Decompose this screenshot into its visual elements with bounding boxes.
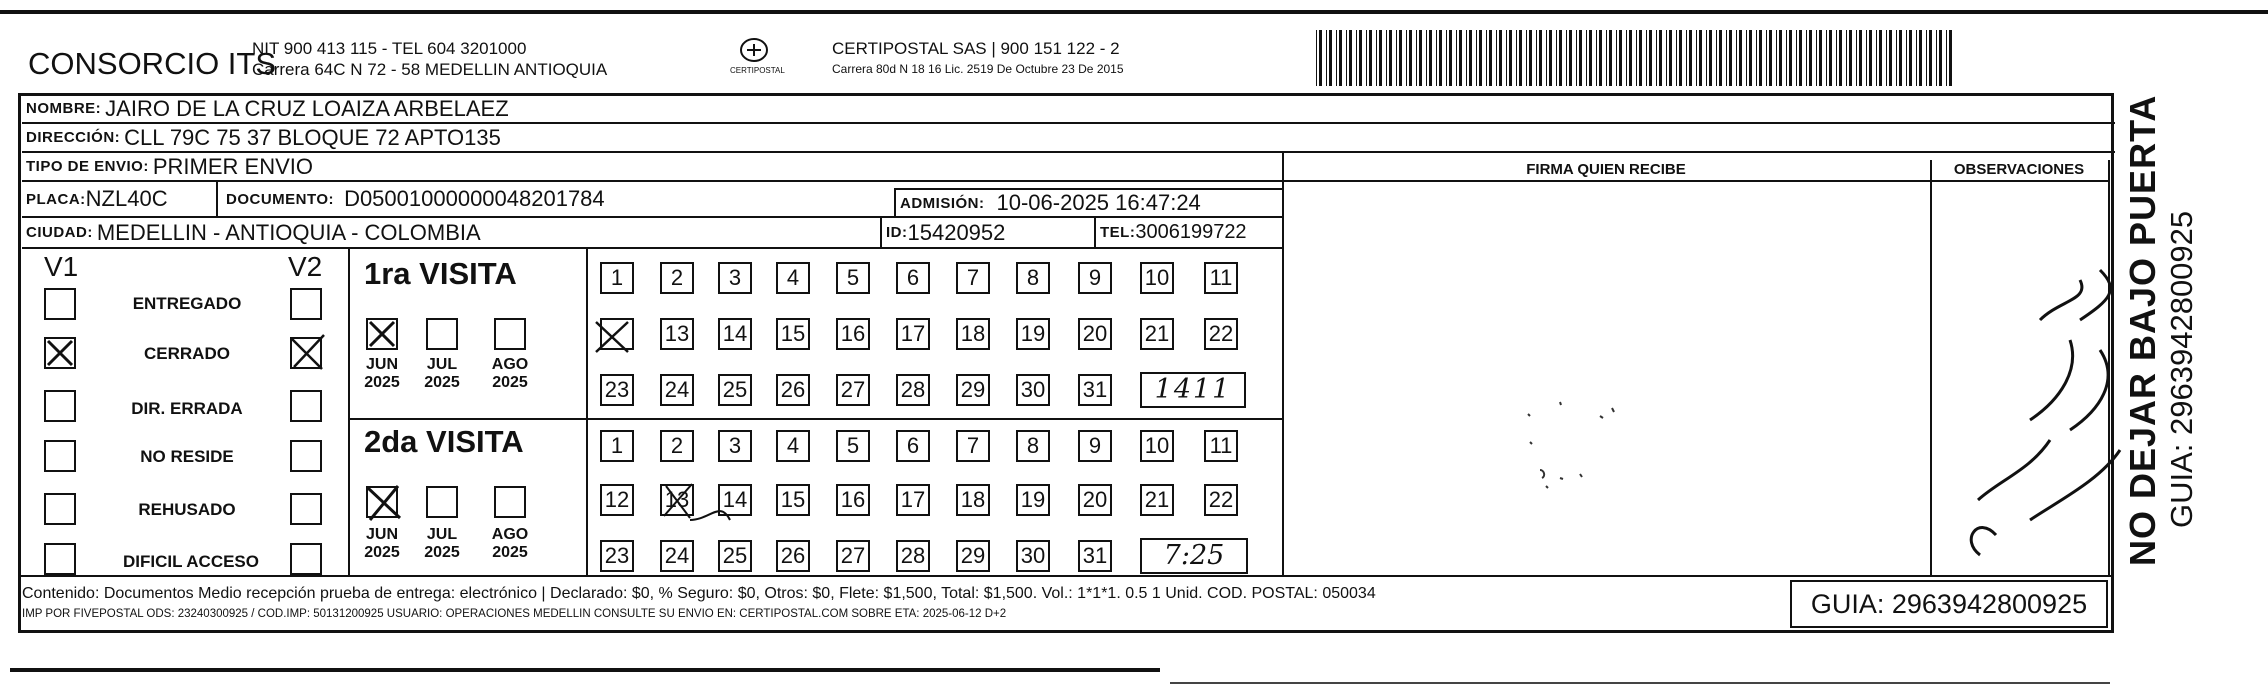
- first-r1-day-6[interactable]: 6: [896, 262, 930, 294]
- second-r1-day-2[interactable]: 2: [660, 430, 694, 462]
- second-r2-day-12[interactable]: 12: [600, 484, 634, 516]
- status-entregado: ENTREGADO: [132, 294, 242, 313]
- first-month-jun-label: JUN 2025: [364, 356, 400, 391]
- tipo-value: PRIMER ENVIO: [152, 153, 313, 179]
- status-dificil-acceso: DIFICIL ACCESO: [122, 552, 259, 571]
- first-r2-day-13[interactable]: 13: [660, 318, 694, 350]
- ciudad-value: MEDELLIN - ANTIOQUIA - COLOMBIA: [96, 219, 481, 245]
- id-value: 15420952: [907, 219, 1006, 245]
- first-month-ago-label: AGO 2025: [491, 356, 529, 391]
- tel-label: TEL:: [1100, 224, 1136, 241]
- second-r3-day-25[interactable]: 25: [718, 540, 752, 572]
- second-r2-day-14[interactable]: 14: [718, 484, 752, 516]
- company-name: CONSORCIO ITS: [28, 46, 277, 81]
- second-r2-day-21[interactable]: 21: [1140, 484, 1174, 516]
- tel-value: 3006199722: [1135, 221, 1247, 243]
- second-r1-day-7[interactable]: 7: [956, 430, 990, 462]
- first-r1-day-7[interactable]: 7: [956, 262, 990, 294]
- second-r1-day-11[interactable]: 11: [1204, 430, 1238, 462]
- direccion-label: DIRECCIÓN:: [26, 129, 121, 146]
- second-r2-day-17[interactable]: 17: [896, 484, 930, 516]
- status-dir-errada: DIR. ERRADA: [131, 399, 243, 418]
- footer-divider: [18, 575, 2114, 577]
- id-label: ID:: [886, 224, 908, 241]
- footer-imp: IMP POR FIVEPOSTAL ODS: 23240300925 / COD.IMP: 50131200925 USUARIO: OPERACIONES MEDELLIN CONSULTE SU ENVIO EN: CERTIPOSTAL.COM SOBRE ETA: 2025-06-12 D+2: [22, 608, 1007, 620]
- second-r1-day-1[interactable]: 1: [600, 430, 634, 462]
- documento-value: D05001000000048201784: [344, 186, 605, 211]
- second-r1-day-3[interactable]: 3: [718, 430, 752, 462]
- first-r1-day-10[interactable]: 10: [1140, 262, 1174, 294]
- second-month-jun-label: JUN 2025: [364, 526, 400, 561]
- first-r1-day-5[interactable]: 5: [836, 262, 870, 294]
- first-r3-day-27[interactable]: 27: [836, 374, 870, 406]
- carrier-line: CERTIPOSTAL SAS | 900 151 122 - 2: [832, 39, 1120, 58]
- footer-contenido: Contenido: Documentos Medio recepción prueba de entrega: electrónico | Declarado: $0, % Seguro: $0, Otros: $0, Flete: $1,500, Total: $1,500. Vol.: 1*1*1. 0.5 1 Unid. COD. POSTAL: 050034: [22, 585, 1376, 602]
- second-r2-day-22[interactable]: 22: [1204, 484, 1238, 516]
- first-r2-day-18[interactable]: 18: [956, 318, 990, 350]
- first-r3-day-30[interactable]: 30: [1016, 374, 1050, 406]
- first-r3-day-25[interactable]: 25: [718, 374, 752, 406]
- ciudad-label: CIUDAD:: [26, 224, 93, 241]
- first-r3-day-29[interactable]: 29: [956, 374, 990, 406]
- logo-text: CERTIPOSTAL: [730, 66, 785, 75]
- first-visit-title: 1ra VISITA: [364, 256, 517, 291]
- first-r1-day-2[interactable]: 2: [660, 262, 694, 294]
- first-r3-day-24[interactable]: 24: [660, 374, 694, 406]
- second-r2-day-16[interactable]: 16: [836, 484, 870, 516]
- second-month-jul-label: JUL 2025: [424, 526, 460, 561]
- first-r1-day-9[interactable]: 9: [1078, 262, 1112, 294]
- second-r3-day-26[interactable]: 26: [776, 540, 810, 572]
- first-month-jul-label: JUL 2025: [424, 356, 460, 391]
- second-r3-day-28[interactable]: 28: [896, 540, 930, 572]
- nombre-label: NOMBRE:: [26, 100, 102, 117]
- documento-label: DOCUMENTO:: [226, 190, 335, 208]
- second-r1-day-8[interactable]: 8: [1016, 430, 1050, 462]
- side-guia: GUIA: 2963942800925: [2164, 210, 2199, 528]
- second-r1-day-6[interactable]: 6: [896, 430, 930, 462]
- bottom-border: [10, 668, 1160, 672]
- v2-header: V2: [288, 251, 323, 282]
- second-r3-day-24[interactable]: 24: [660, 540, 694, 572]
- v1-header: V1: [44, 251, 79, 282]
- placa-label: PLACA:: [26, 190, 86, 208]
- nombre-value: JAIRO DE LA CRUZ LOAIZA ARBELAEZ: [105, 95, 509, 121]
- placa-value: NZL40C: [85, 186, 168, 211]
- first-r3-day-31[interactable]: 31: [1078, 374, 1112, 406]
- status-rehusado: REHUSADO: [138, 500, 236, 519]
- first-r1-day-1[interactable]: 1: [600, 262, 634, 294]
- second-r3-day-29[interactable]: 29: [956, 540, 990, 572]
- no-dejar-bajo-puerta: NO DEJAR BAJO PUERTA: [2122, 94, 2163, 566]
- second-r1-day-4[interactable]: 4: [776, 430, 810, 462]
- first-r2-day-19[interactable]: 19: [1016, 318, 1050, 350]
- first-r2-day-15[interactable]: 15: [776, 318, 810, 350]
- second-r3-day-31[interactable]: 31: [1078, 540, 1112, 572]
- observaciones-header: OBSERVACIONES: [1930, 160, 2110, 182]
- first-r2-day-20[interactable]: 20: [1078, 318, 1112, 350]
- direccion-value: CLL 79C 75 37 BLOQUE 72 APTO135: [124, 124, 501, 150]
- status-no-reside: NO RESIDE: [140, 447, 234, 466]
- guia-number: GUIA: 2963942800925: [1790, 580, 2108, 628]
- second-r3-day-27[interactable]: 27: [836, 540, 870, 572]
- second-r1-day-10[interactable]: 10: [1140, 430, 1174, 462]
- first-r2-day-21[interactable]: 21: [1140, 318, 1174, 350]
- second-month-ago-label: AGO 2025: [491, 526, 529, 561]
- nit-line: NIT 900 413 115 - TEL 604 3201000: [252, 39, 527, 58]
- first-r3-day-28[interactable]: 28: [896, 374, 930, 406]
- bottom-border-right: [1170, 682, 2110, 684]
- address-line: Carrera 64C N 72 - 58 MEDELLIN ANTIOQUIA: [252, 60, 608, 79]
- second-visit-time: 7:25: [1140, 538, 1248, 574]
- admision-label: ADMISIÓN:: [900, 194, 985, 212]
- first-r2-day-17[interactable]: 17: [896, 318, 930, 350]
- first-r3-day-26[interactable]: 26: [776, 374, 810, 406]
- first-r1-day-3[interactable]: 3: [718, 262, 752, 294]
- first-r1-day-8[interactable]: 8: [1016, 262, 1050, 294]
- first-r1-day-4[interactable]: 4: [776, 262, 810, 294]
- first-r3-day-23[interactable]: 23: [600, 374, 634, 406]
- status-cerrado: CERRADO: [144, 344, 230, 363]
- second-r1-day-5[interactable]: 5: [836, 430, 870, 462]
- second-visit-title: 2da VISITA: [364, 424, 524, 459]
- second-r2-day-19[interactable]: 19: [1016, 484, 1050, 516]
- first-r2-day-22[interactable]: 22: [1204, 318, 1238, 350]
- second-r3-day-23[interactable]: 23: [600, 540, 634, 572]
- firma-header: FIRMA QUIEN RECIBE: [1282, 160, 1932, 182]
- tipo-label: TIPO DE ENVIO:: [26, 158, 149, 175]
- second-r1-day-9[interactable]: 9: [1078, 430, 1112, 462]
- second-r3-day-30[interactable]: 30: [1016, 540, 1050, 572]
- second-r2-day-18[interactable]: 18: [956, 484, 990, 516]
- first-r2-day-16[interactable]: 16: [836, 318, 870, 350]
- second-r2-day-15[interactable]: 15: [776, 484, 810, 516]
- second-r2-day-13[interactable]: 13: [660, 484, 694, 516]
- second-r2-day-20[interactable]: 20: [1078, 484, 1112, 516]
- admision-value: 10-06-2025 16:47:24: [996, 190, 1201, 215]
- first-r2-day-14[interactable]: 14: [718, 318, 752, 350]
- first-r1-day-11[interactable]: 11: [1204, 262, 1238, 294]
- first-visit-time: 1411: [1140, 372, 1246, 408]
- carrier-address: Carrera 80d N 18 16 Lic. 2519 De Octubre 23 De 2015: [832, 62, 1124, 76]
